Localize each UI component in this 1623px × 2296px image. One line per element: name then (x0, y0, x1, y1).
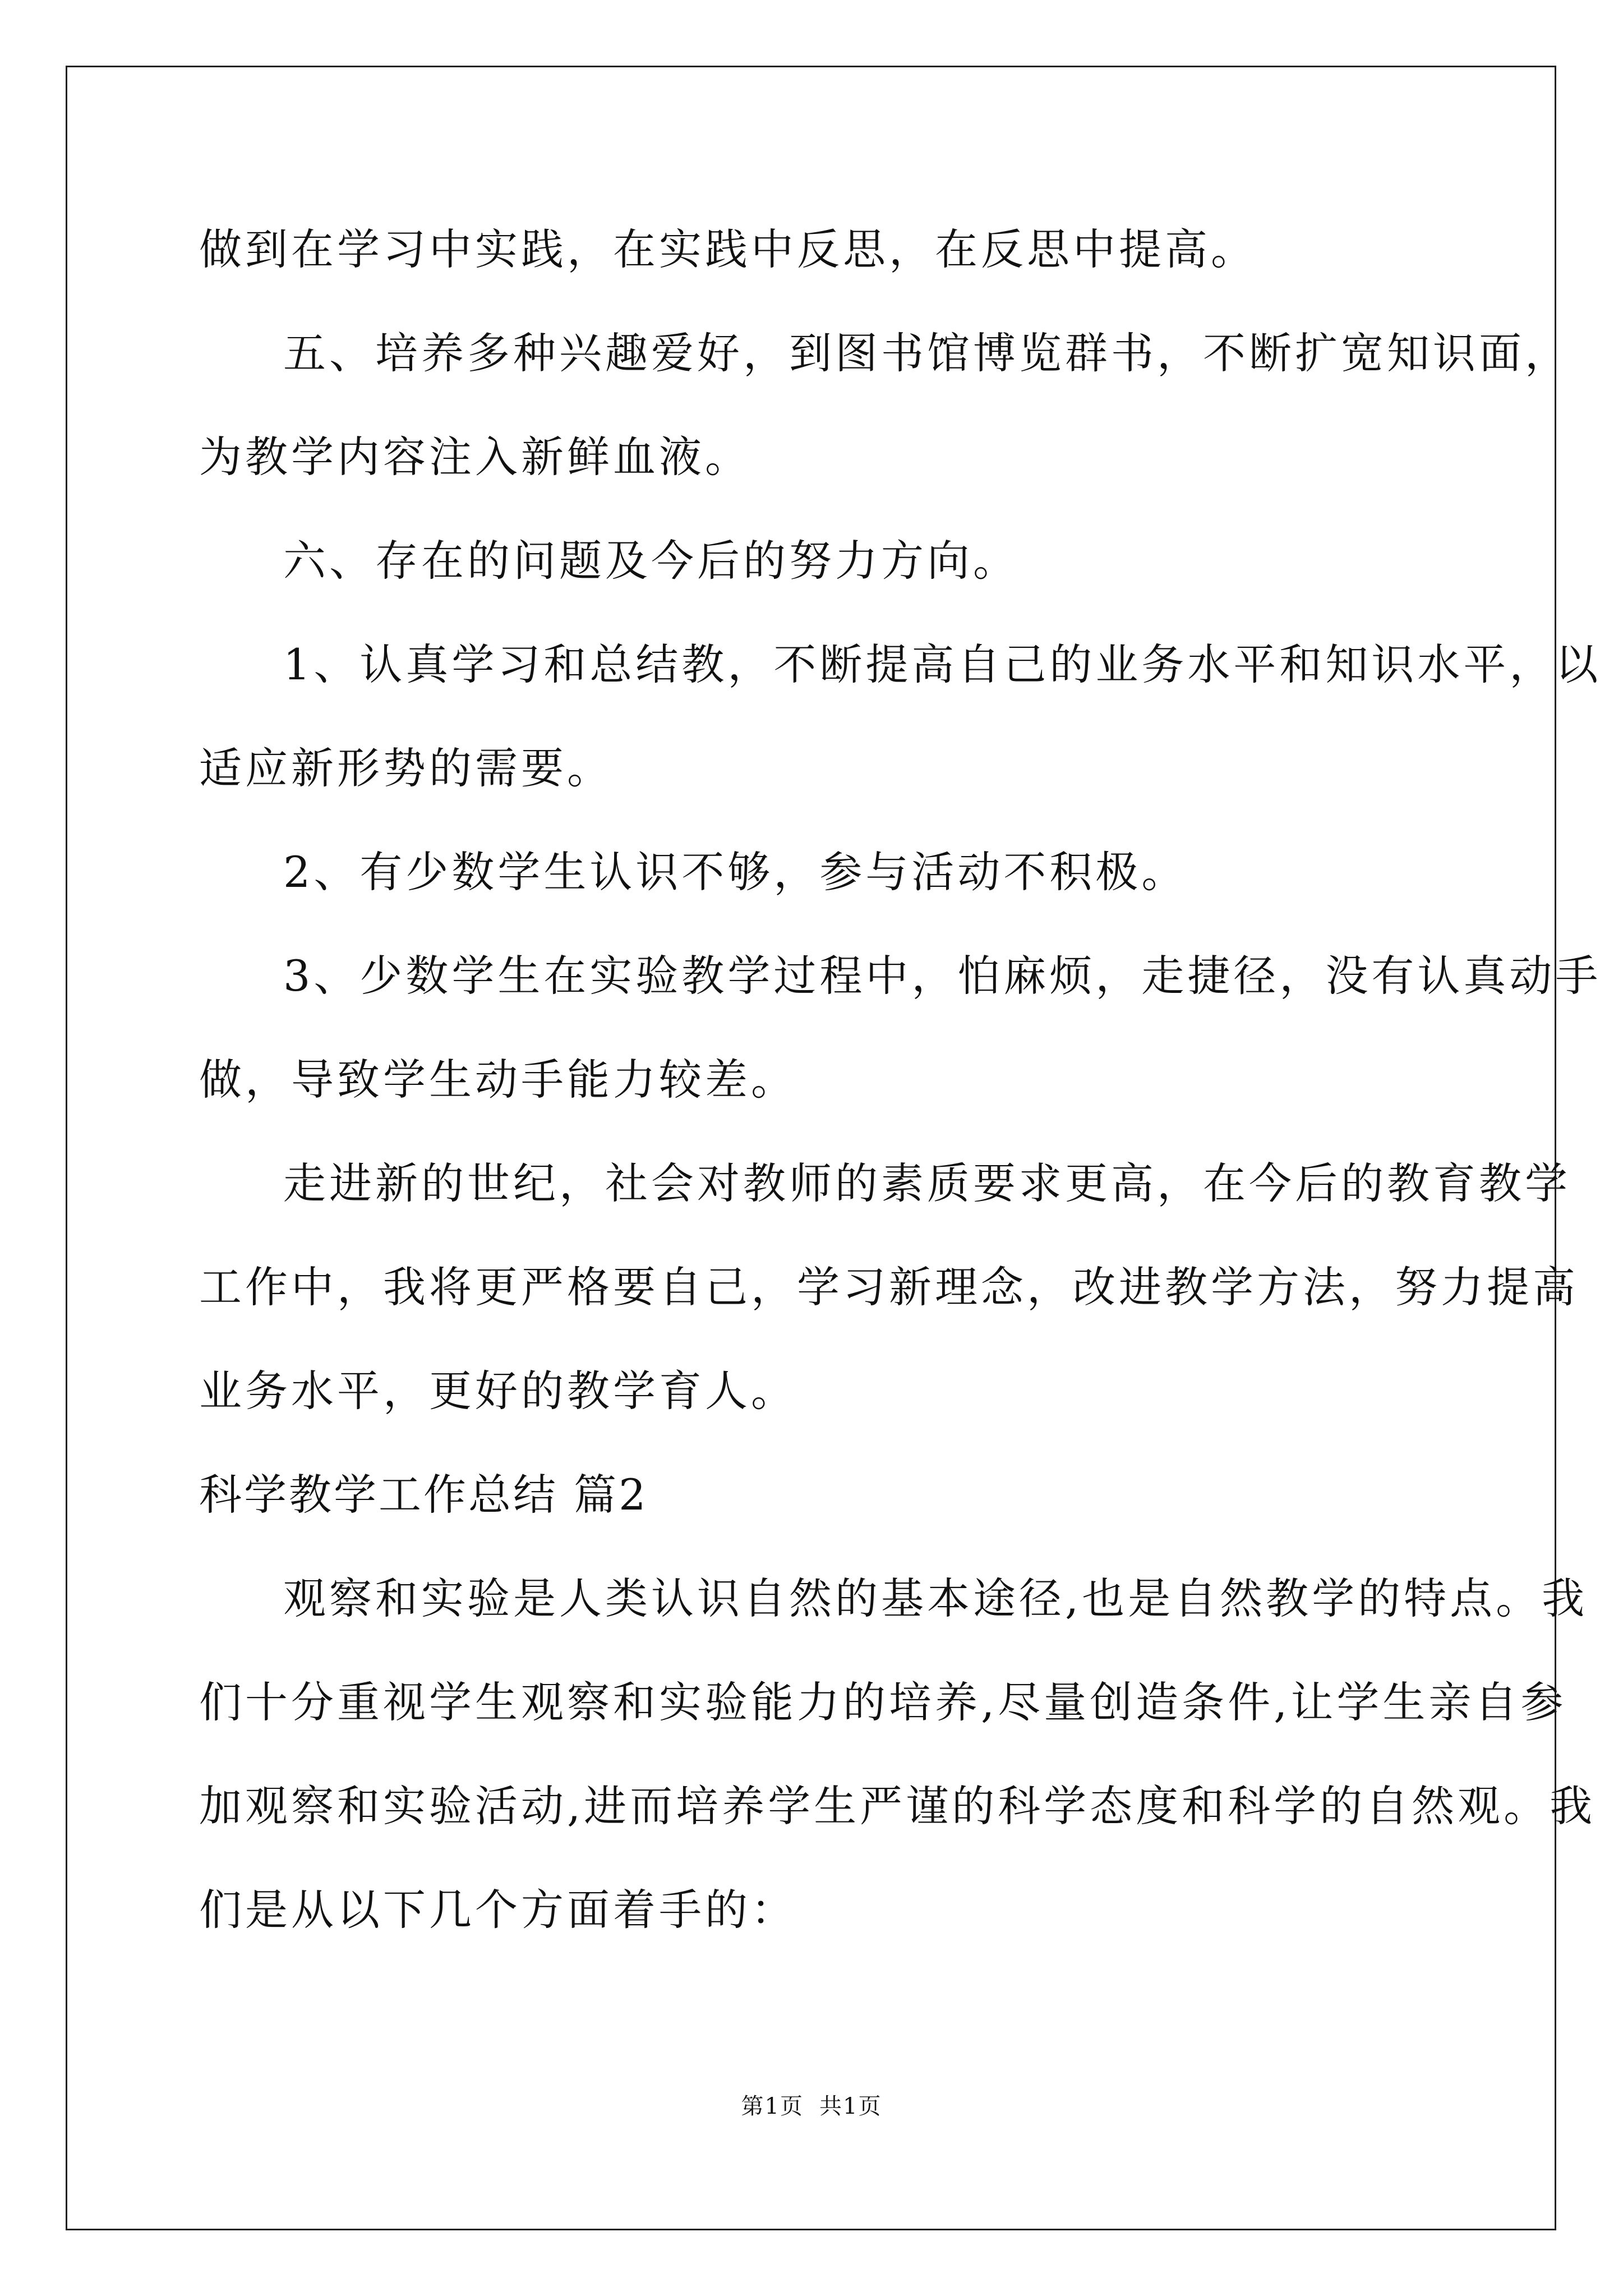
section-heading: 科学教学工作总结 篇2 (199, 1470, 648, 1520)
body-line-6: 适应新形势的需要。 (199, 743, 613, 793)
page-number-current: 第1页 (741, 2093, 804, 2119)
body-line-12: 业务水平，更好的教学育人。 (199, 1366, 797, 1416)
body-line-14: 观察和实验是人类认识自然的基本途径,也是自然教学的特点。我 (283, 1573, 1588, 1623)
body-line-4: 六、存在的问题及今后的努力方向。 (283, 536, 1019, 586)
body-line-1: 做到在学习中实践，在实践中反思，在反思中提高。 (199, 224, 1257, 274)
body-line-5: 1、认真学习和总结教，不断提高自己的业务水平和知识水平，以 (283, 639, 1602, 689)
body-line-2: 五、培养多种兴趣爱好，到图书馆博览群书，不断扩宽知识面， (283, 328, 1571, 378)
body-line-7: 2、有少数学生认识不够，参与活动不积极。 (283, 847, 1188, 897)
body-line-8: 3、少数学生在实验教学过程中，怕麻烦，走捷径，没有认真动手 (283, 951, 1602, 1001)
body-line-17: 们是从以下几个方面着手的： (199, 1885, 797, 1935)
page-footer (0, 2090, 1623, 2123)
body-line-16: 加观察和实验活动,进而培养学生严谨的科学态度和科学的自然观。我 (199, 1781, 1596, 1831)
body-line-9: 做，导致学生动手能力较差。 (199, 1055, 797, 1105)
page-number-total: 共1页 (819, 2093, 882, 2119)
body-line-3: 为教学内容注入新鲜血液。 (199, 432, 751, 482)
body-line-11: 工作中，我将更严格要自己，学习新理念，改进教学方法，努力提高 (199, 1262, 1579, 1312)
body-line-15: 们十分重视学生观察和实验能力的培养,尽量创造条件,让学生亲自参 (199, 1677, 1567, 1727)
body-line-10: 走进新的世纪，社会对教师的素质要求更高，在今后的教育教学 (283, 1158, 1571, 1208)
